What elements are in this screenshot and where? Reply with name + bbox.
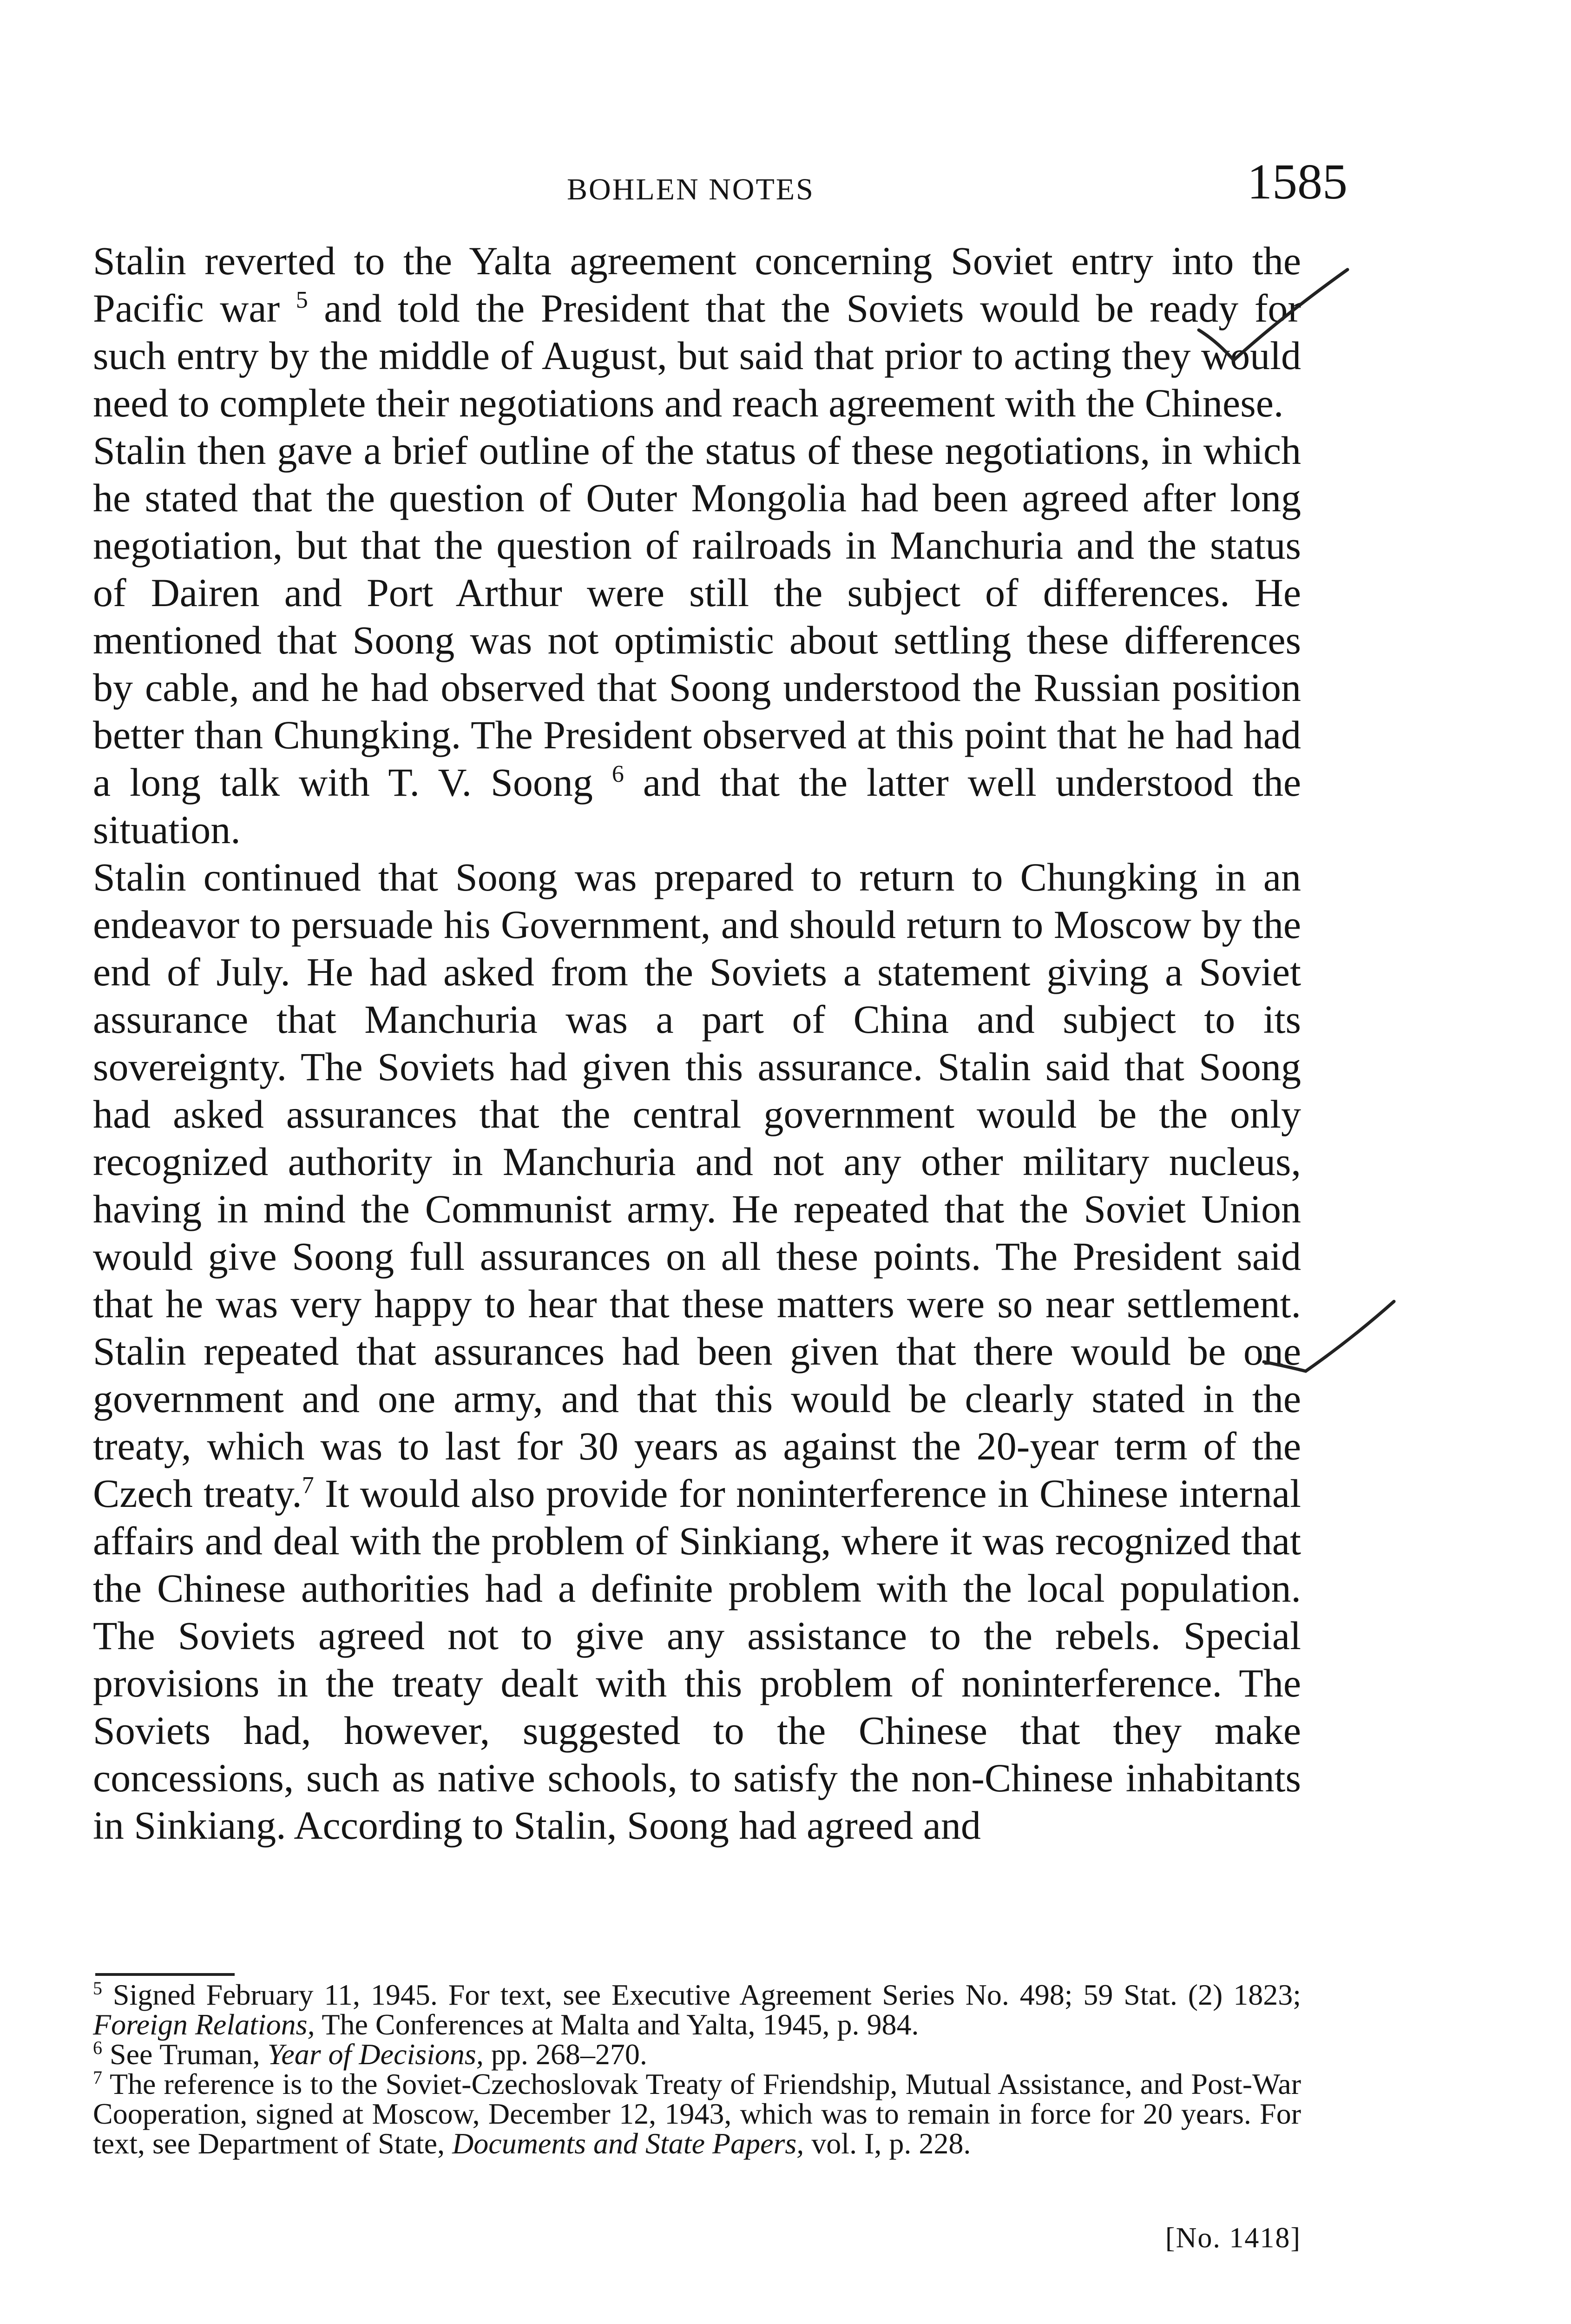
footnote-ref-7: 7 xyxy=(302,1472,314,1499)
footnotes xyxy=(93,1980,1301,2159)
page-number: 1585 xyxy=(1247,154,1348,210)
footnote-ref-5: 5 xyxy=(296,287,308,313)
running-head xyxy=(93,153,1348,223)
paragraph-1: Stalin reverted to the Yalta agreement concerning Soviet entry into the Pacific war $^5$ and told the President that the Soviets would be ready for such entry by the middle of August, but said that prior to acting they would need to complete their negotiations and reach agreement with the Chinese. xyxy=(93,238,1301,425)
footnote-7: $^7$ The reference is to the Soviet-Czechoslovak Treaty of Friendship, Mutual Assistance, and Post-War Cooperation, signed at Moscow, December 12, 1943, which was to remain in force for 20 years. For text, see Department of State, Documents and State Papers, vol. I, p. 228. xyxy=(93,2067,1301,2160)
footnote-6: $^6$ See Truman, Year of Decisions, pp. 268–270. xyxy=(93,2037,647,2071)
handwritten-check-mark-bottom xyxy=(1255,1292,1403,1394)
footnote-rule xyxy=(95,1973,235,1976)
paragraph-3: Stalin continued that Soong was prepared to return to Chungking in an endeavor to persuade his Government, and should return to Moscow by the end of July. He had asked from the Soviets a statement giving a Soviet assurance that Manchuria was a part of China and subject to its sovereignty. The Soviets had given this assurance. Stalin said that Soong had asked assurances that the central government would be the only recognized authority in Manchuria and not any other military nucleus, having in mind the Communist army. He repeated that the Soviet Union would give Soong full assurances on all these points. The President said that he was very happy to hear that these matters were so near settlement. Stalin repeated that assurances had been given that there would be one government and one army, and that this would be clearly stated in the treaty, which was to last for 30 years as against the 20-year term of the Czech treaty.$^7$ It would also provide for noninterference in Chinese internal affairs and deal with the problem of Sinkiang, where it was recognized that the Chinese authorities had a definite problem with the local population. The Soviets agreed not to give any assistance to the rebels. Special provisions in the treaty dealt with this problem of noninterference. The Soviets had, however, suggested to the Chinese that they make concessions, such as native schools, to satisfy the non-Chinese inhabitants in Sinkiang. According to Stalin, Soong had agreed and xyxy=(93,855,1301,1848)
footnote-5: $^5$ Signed February 11, 1945. For text, see Executive Agreement Series No. 498; 59 Stat. (2) 1823; Foreign Relations, The Conferences at Malta and Yalta, 1945, p. 984. xyxy=(93,1978,1301,2041)
body-text xyxy=(93,237,1301,1849)
handwritten-check-mark-top xyxy=(1190,260,1357,376)
running-title: BOHLEN NOTES xyxy=(567,172,815,206)
document-number: [No. 1418] xyxy=(1165,2222,1301,2254)
footnote-ref-6: 6 xyxy=(611,761,624,787)
paragraph-2: Stalin then gave a brief outline of the status of these negotiations, in which he stated that the question of Outer Mongolia had been agreed after long negotiation, but that the question of railroads in Manchuria and the status of Dairen and Port Arthur were still the subject of differences. He mentioned that Soong was not optimistic about settling these differences by cable, and he had observed that Soong understood the Russian position better than Chungking. The President observed at this point that he had had a long talk with T. V. Soong $^6$ and that the latter well understood the situation. xyxy=(93,428,1301,852)
